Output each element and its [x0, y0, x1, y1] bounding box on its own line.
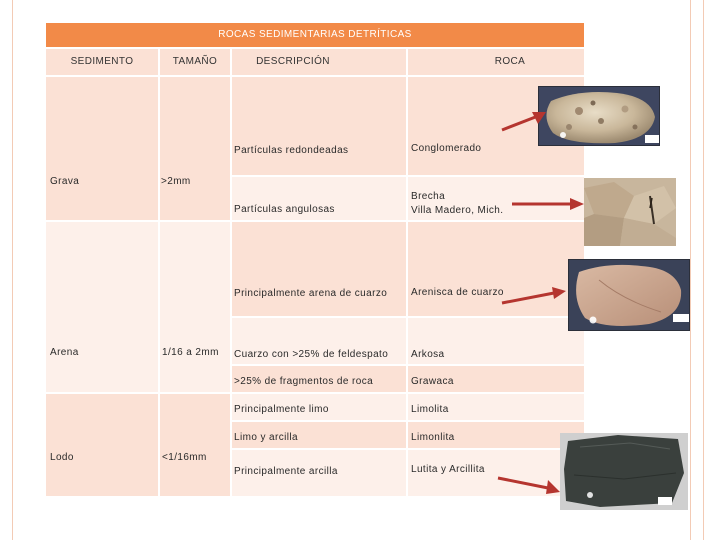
tamano-arena: 1/16 a 2mm — [162, 347, 219, 358]
tamano-grava-cell — [160, 77, 230, 220]
arenisca-photo — [568, 259, 690, 331]
arrow-arenisca-icon — [500, 285, 568, 309]
header-sedimento: SEDIMENTO — [46, 49, 158, 75]
table-row — [232, 318, 406, 364]
roca-cell: Conglomerado — [411, 143, 482, 154]
frame-line-right-2 — [703, 0, 704, 540]
tamano-lodo-cell — [160, 394, 230, 496]
frame-line-left — [12, 0, 13, 540]
sedimento-grava-cell — [46, 77, 158, 220]
roca-cell: Arenisca de cuarzo — [411, 287, 504, 298]
roca-cell-extra: Villa Madero, Mich. — [411, 205, 504, 216]
conglomerado-photo — [538, 86, 660, 146]
table-title: ROCAS SEDIMENTARIAS DETRÍTICAS — [46, 23, 584, 47]
descripcion-cell: Principalmente arena de cuarzo — [234, 288, 388, 299]
descripcion-cell: Cuarzo con >25% de feldespato — [234, 349, 389, 360]
frame-line-right-1 — [690, 0, 691, 540]
lutita-photo — [560, 433, 688, 510]
descripcion-cell: Principalmente limo — [234, 404, 329, 415]
descripcion-cell: Principalmente arcilla — [234, 466, 338, 477]
roca-cell: Limolita — [411, 404, 449, 415]
header-roca: ROCA — [408, 49, 584, 75]
table-row — [232, 450, 406, 496]
brecha-photo — [584, 178, 676, 246]
sedimento-arena-cell — [46, 222, 158, 392]
table-row — [232, 222, 406, 316]
roca-cell: Brecha — [411, 191, 446, 202]
roca-cell: Grawaca — [411, 376, 454, 387]
tamano-arena-cell — [160, 222, 230, 392]
header-descripcion: DESCRIPCIÓN — [232, 49, 406, 75]
roca-cell: Lutita y Arcillita — [411, 464, 485, 475]
table-row — [232, 177, 406, 220]
descripcion-cell: Partículas redondeadas — [234, 145, 349, 156]
descripcion-cell: Limo y arcilla — [234, 432, 298, 443]
table-row — [232, 366, 406, 392]
table-row — [232, 422, 406, 448]
arrow-brecha-icon — [510, 196, 586, 212]
table-row — [408, 318, 584, 364]
table-row — [408, 422, 584, 448]
table-row — [232, 77, 406, 175]
roca-cell: Limonlita — [411, 432, 455, 443]
descripcion-cell: >25% de fragmentos de roca — [234, 376, 374, 387]
descripcion-cell: Partículas angulosas — [234, 204, 335, 215]
rock-table — [46, 23, 584, 496]
tamano-lodo: <1/16mm — [162, 452, 207, 463]
sedimento-lodo-cell — [46, 394, 158, 496]
arrow-conglomerado-icon — [498, 108, 550, 134]
sedimento-arena: Arena — [50, 347, 79, 358]
sedimento-grava: Grava — [50, 176, 80, 187]
header-tamano: TAMAÑO — [160, 49, 230, 75]
table-row — [408, 394, 584, 420]
roca-cell: Arkosa — [411, 349, 445, 360]
arrow-lutita-icon — [496, 474, 562, 498]
table-row — [408, 366, 584, 392]
sedimento-lodo: Lodo — [50, 452, 74, 463]
table-row — [232, 394, 406, 420]
tamano-grava: >2mm — [161, 176, 191, 187]
